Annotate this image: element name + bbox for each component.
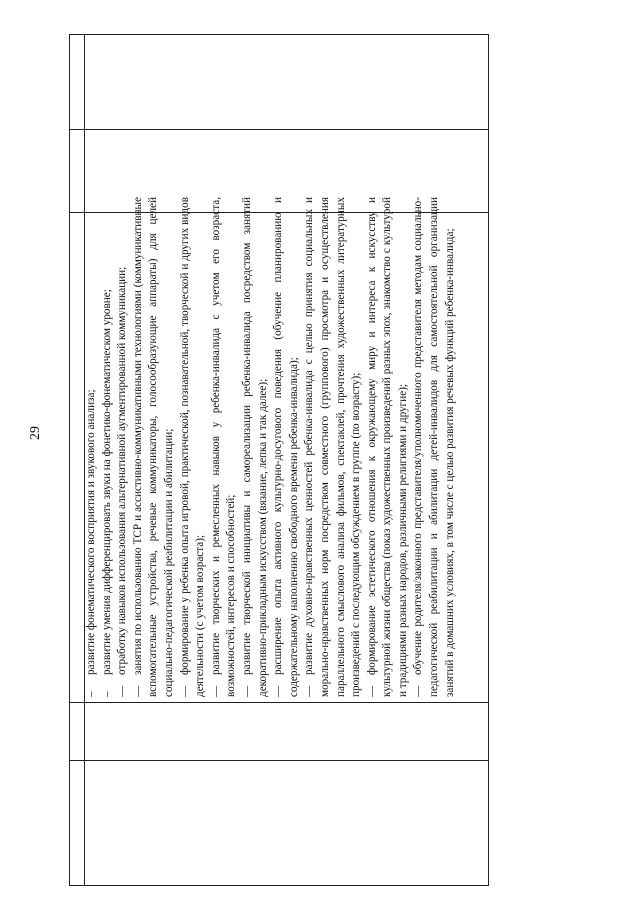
- table-row-divider: [69, 760, 489, 761]
- list-item-text: отработку навыков использования альтернативной аугментированной коммуникации;: [116, 266, 129, 675]
- list-item-dash: —: [116, 685, 129, 697]
- list-item: [302, 197, 364, 697]
- list-item: [365, 197, 412, 697]
- list-item-text: формирование у ребенка опыта игровой, практической, познавательной, творческой и других видов деятельности (с учетом возраста);: [178, 197, 207, 697]
- list-item-dash: –: [100, 691, 113, 697]
- list-item: [178, 197, 209, 697]
- list-item: [131, 197, 178, 697]
- list-item-text: формирование эстетического отношения к окружающему миру и интереса к искусству и культурной жизни общества (показ художественных произведений разных эпох, знакомство с культурой и традициями разных народов, различными религиями и другие);: [365, 197, 409, 697]
- list-item-text: развитие духовно-нравственных ценностей ребенка-инвалида с целью принятия социальных и морально-нравственных норм посредством совместного (группового) просмотра и осуществления параллельного смыслового анализа фильмов, спектаклей, прочтения художественных литературных произведений с последующим обсуждением в группе (по возрасту);: [303, 197, 363, 697]
- list-item-text: занятия по использованию ТСР и ассистивно-коммуникативными технологиями (коммуникативные вспомогательные устройства, речевые коммуникаторы, голосообразующие аппараты) для целей социально-педагогической реабилитации и абилитации;: [131, 197, 175, 697]
- page-number: 29: [28, 426, 43, 440]
- list-item-text: развитие творческой инициативы и самореализации ребенка-инвалида посредством занятий декоративно-прикладным искусством (вязание, лепка и так далее);: [240, 197, 269, 697]
- table-row-divider: [69, 702, 489, 703]
- list-item-dash: —: [178, 685, 191, 697]
- list-item-dash: —: [240, 685, 253, 697]
- list-item-dash: —: [303, 685, 316, 697]
- list-item: [411, 197, 458, 697]
- list-item-dash: —: [272, 685, 285, 697]
- list-item-text: развитие умения дифференцировать звуки на фонетико-фонематическом уровне;: [100, 289, 113, 675]
- list-item-dash: –: [85, 691, 97, 697]
- list-item-text: развитие фонематического восприятия и звукового анализа;: [85, 389, 97, 675]
- list-item: [271, 197, 302, 697]
- list-item: [115, 197, 131, 697]
- list-item-dash: —: [365, 685, 378, 697]
- list-item: [84, 197, 100, 697]
- list-item-text: развитие творческих и ремесленных навыков у ребенка-инвалида с учетом его возраста, возможностей, интересов и способностей;: [209, 197, 238, 697]
- measures-list: [84, 197, 458, 697]
- list-item: [240, 197, 271, 697]
- list-item-text: расширение опыта активного культурно-досугового поведения (обучение планированию и содержательному наполнению свободного времени ребенка-инвалида);: [272, 197, 300, 697]
- table-row-divider: [69, 129, 489, 130]
- list-item: [209, 197, 240, 697]
- list-item-dash: —: [131, 685, 144, 697]
- list-item-dash: —: [412, 685, 425, 697]
- list-item-dash: —: [209, 685, 222, 697]
- list-item: [100, 197, 116, 697]
- list-item-text: обучение родителя/законного представителя/уполномоченного представителя методам социально-педагогической реабилитации и абилитации детей-инвалидов для самостоятельной организации занятий в домашних условиях, в том числе с целью развития речевых функций ребенка-инвалида;: [412, 197, 456, 697]
